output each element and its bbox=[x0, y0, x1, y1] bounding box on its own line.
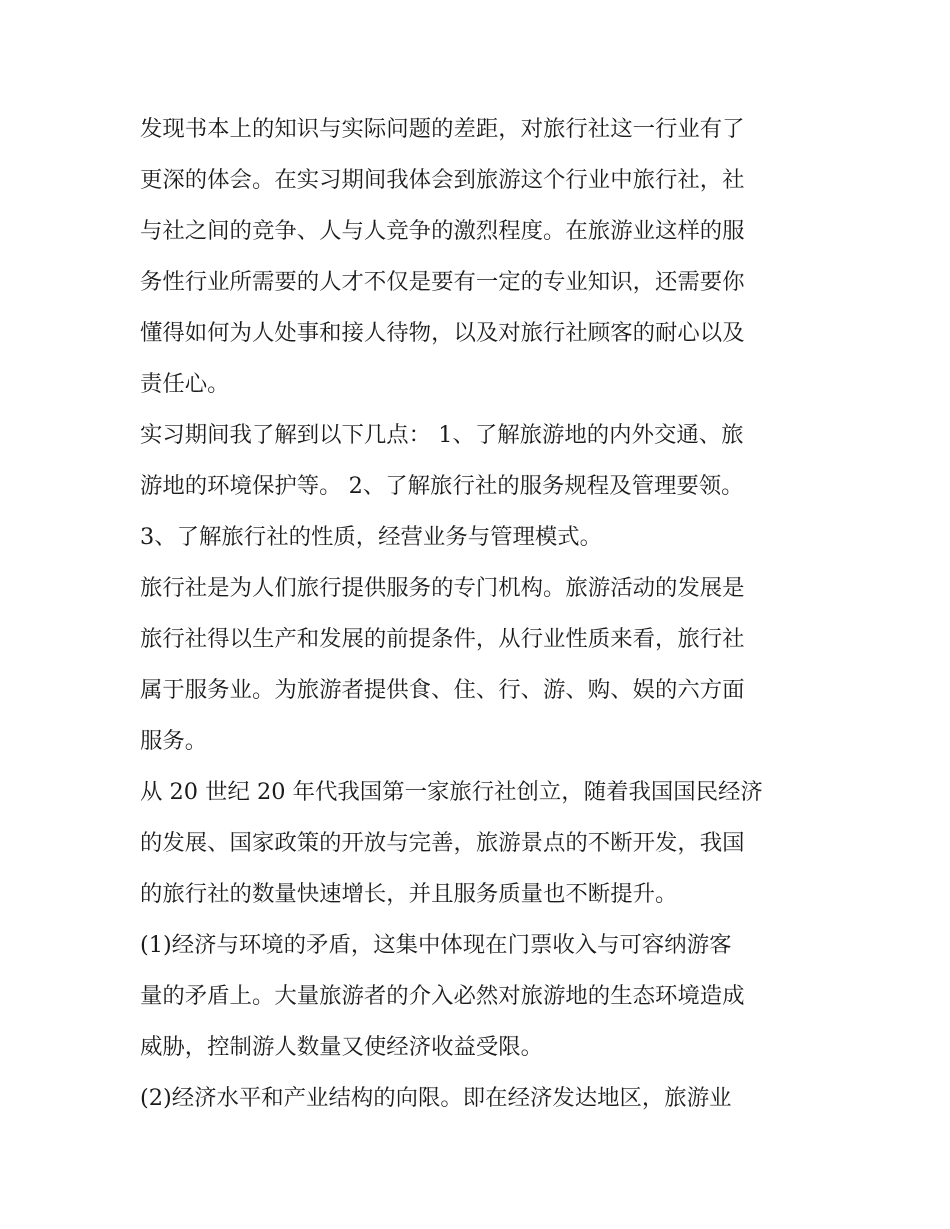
text-line: 量的矛盾上。大量旅游者的介入必然对旅游地的生态环境造成 bbox=[140, 983, 745, 1009]
text-line: 与社之间的竞争、人与人竞争的激烈程度。在旅游业这样的服 bbox=[140, 218, 745, 244]
text-line: 务性行业所需要的人才不仅是要有一定的专业知识，还需要你 bbox=[140, 269, 745, 295]
text-line: 发现书本上的知识与实际问题的差距，对旅行社这一行业有了 bbox=[140, 116, 745, 142]
paragraph-learning-points bbox=[140, 410, 812, 563]
paragraph-history bbox=[140, 767, 812, 920]
text-line: 旅行社是为人们旅行提供服务的专门机构。旅游活动的发展是 bbox=[140, 575, 745, 601]
text-line: 责任心。 bbox=[140, 371, 230, 397]
text-line: (1)经济与环境的矛盾，这集中体现在门票收入与可容纳游客 bbox=[140, 932, 732, 958]
text-line: 更深的体会。在实习期间我体会到旅游这个行业中旅行社，社 bbox=[140, 167, 745, 193]
text-line: 威胁，控制游人数量又使经济收益受限。 bbox=[140, 1034, 544, 1060]
text-line: 旅行社得以生产和发展的前提条件，从行业性质来看，旅行社 bbox=[140, 626, 745, 652]
paragraph-travel-agency-definition bbox=[140, 563, 812, 767]
paragraph-internship-reflection bbox=[140, 104, 812, 410]
text-line: 懂得如何为人处事和接人待物，以及对旅行社顾客的耐心以及 bbox=[140, 320, 745, 346]
text-line: 从 20 世纪 20 年代我国第一家旅行社创立，随着我国国民经济 bbox=[140, 779, 763, 805]
paragraph-issue-1 bbox=[140, 920, 812, 1073]
text-line: 3、了解旅行社的性质，经营业务与管理模式。 bbox=[140, 524, 603, 550]
text-line: 的旅行社的数量快速增长，并且服务质量也不断提升。 bbox=[140, 881, 678, 907]
text-line: (2)经济水平和产业结构的向限。即在经济发达地区，旅游业 bbox=[140, 1085, 732, 1111]
text-line: 的发展、国家政策的开放与完善，旅游景点的不断开发，我国 bbox=[140, 830, 745, 856]
document-body bbox=[140, 104, 812, 1124]
paragraph-issue-2 bbox=[140, 1073, 812, 1124]
text-line: 属于服务业。为旅游者提供食、住、行、游、购、娱的六方面 bbox=[140, 677, 745, 703]
text-line: 服务。 bbox=[140, 728, 208, 754]
text-line: 实习期间我了解到以下几点： 1、了解旅游地的内外交通、旅 bbox=[140, 422, 744, 448]
text-line: 游地的环境保护等。 2、了解旅行社的服务规程及管理要领。 bbox=[140, 473, 744, 499]
